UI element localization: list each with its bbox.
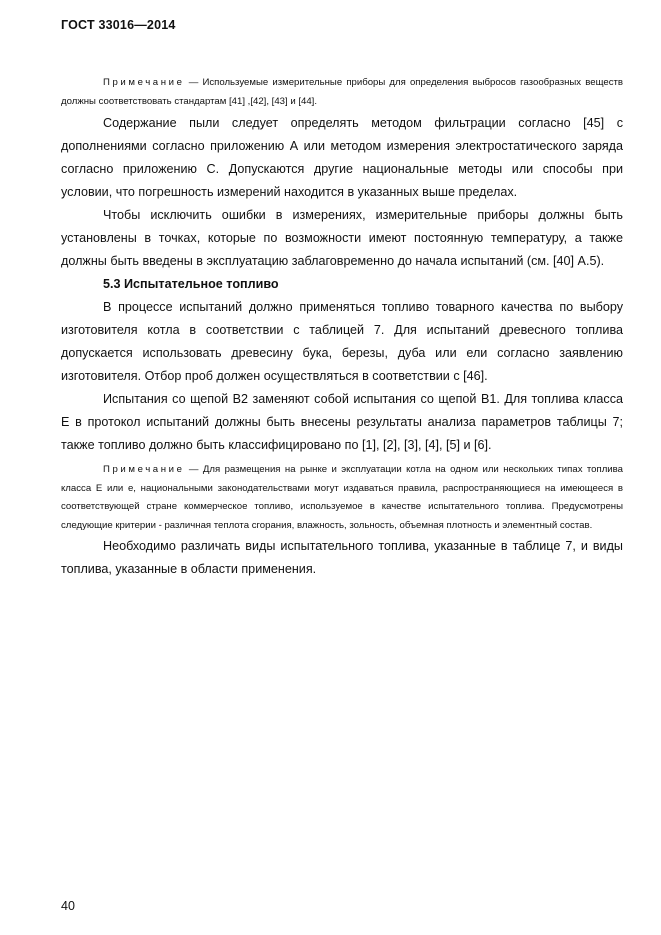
page-number: 40 (61, 899, 75, 913)
page-content (61, 74, 623, 581)
note-2-text: — Для размещения на рынке и эксплуатации котла на одном или нескольких типах топлива класса Е или е, национальными законодательствами могут издаваться правила, распространяющиеся на имеющееся в соответствующей стране коммерческое топливо, используемое в качестве испытательного топлива. Предусмотрены следующие критерии - различная теплота сгорания, влажность, зольность, объемная плотность и элементный состав. (61, 464, 623, 531)
document-header (61, 18, 176, 32)
note-2-label: Примечание (103, 464, 185, 475)
document-number: ГОСТ 33016—2014 (61, 18, 176, 32)
note-1-text: — Используемые измерительные приборы для определения выбросов газообразных веществ должны соответствовать стандартам [41] ,[42], [43] и [44]. (61, 77, 623, 107)
paragraph-measurement-errors: Чтобы исключить ошибки в измерениях, измерительные приборы должны быть установлены в точках, которые по возможности имеют постоянную температуру, а также должны быть введены в эксплуатацию заблаговременно до начала испытаний (см. [40] А.5). (61, 208, 623, 268)
paragraph-fuel-types: Необходимо различать виды испытательного топлива, указанные в таблице 7, и виды топлива, указанные в области применения. (61, 539, 623, 576)
section-heading-5-3: 5.3 Испытательное топливо (103, 277, 279, 291)
paragraph-wood-chips: Испытания со щепой В2 заменяют собой испытания со щепой В1. Для топлива класса Е в протокол испытаний должны быть внесены результаты анализа параметров таблицы 7; также топливо должно быть классифицировано по [1], [2], [3], [4], [5] и [6]. (61, 392, 623, 452)
paragraph-fuel-quality: В процессе испытаний должно применяться топливо товарного качества по выбору изготовителя котла в соответствии с таблицей 7. Для испытаний древесного топлива допускается использовать древесину бука, березы, дуба или ели согласно заявлению изготовителя. Отбор проб должен осуществляться в соответствии с [46]. (61, 300, 623, 383)
page-footer (61, 899, 75, 913)
note-1-label: Примечание (103, 77, 185, 88)
paragraph-dust-content: Содержание пыли следует определять методом фильтрации согласно [45] с дополнениями согласно приложению А или методом измерения электростатического заряда согласно приложению С. Допускаются другие национальные методы или способы при условии, что погрешность измерений находится в указанных выше пределах. (61, 116, 623, 199)
note-1 (61, 74, 623, 111)
note-2 (61, 461, 623, 535)
